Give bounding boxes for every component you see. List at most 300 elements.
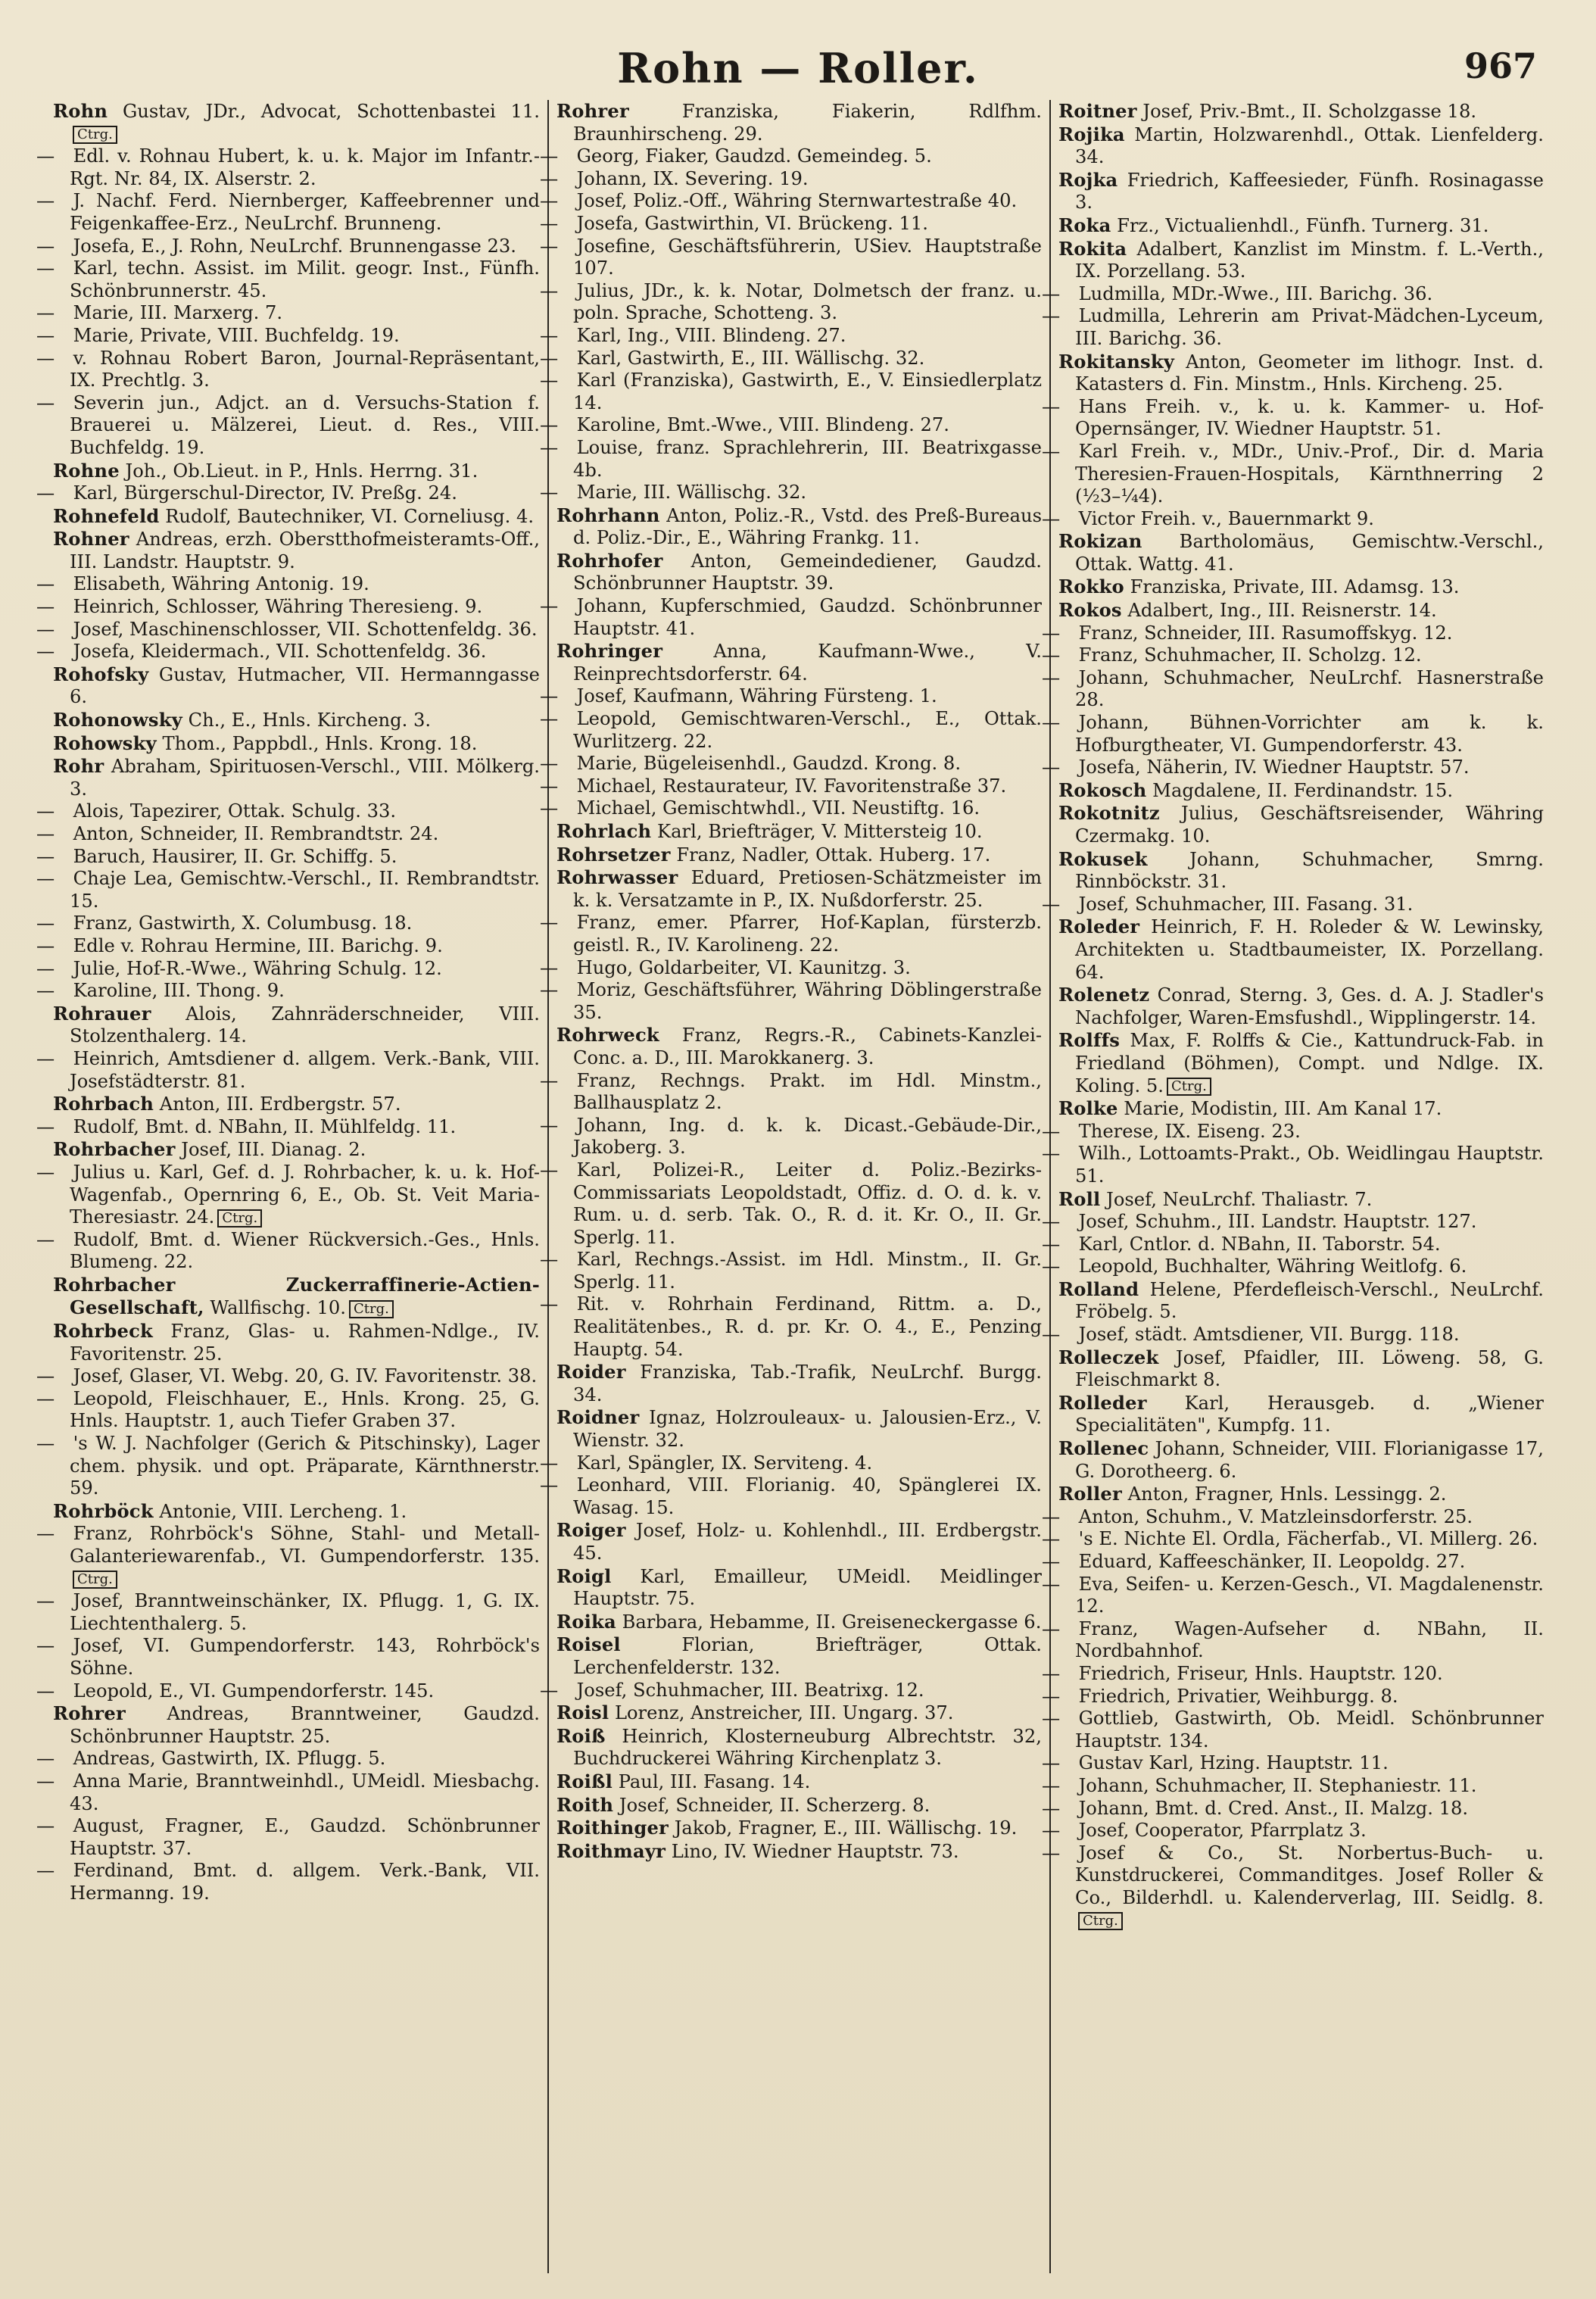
directory-entry: [36, 1590, 540, 1635]
surname: Roika: [556, 1610, 616, 1633]
ditto-dash: —: [1042, 1256, 1061, 1277]
registered-firm-badge: Ctrg.: [73, 126, 117, 144]
directory-entry: [1058, 351, 1544, 396]
directory-entry: [53, 1500, 540, 1524]
ditto-dash: —: [36, 800, 55, 822]
directory-entry: [556, 1633, 1042, 1679]
directory-entry: [53, 709, 540, 732]
entry-text: Karl, Gastwirth, E., III. Wällischg. 32.: [576, 347, 925, 369]
directory-entry: [36, 145, 540, 190]
entry-text: Thom., Pappbdl., Hnls. Krong. 18.: [162, 732, 478, 754]
directory-entry: [1042, 1820, 1544, 1842]
directory-entry: [36, 235, 540, 258]
directory-entry: [1042, 1256, 1544, 1278]
entry-text: Anton, Poliz.-R., Vstd. des Preß-Bureaus d. Poliz.-Dir., E., Währing Frankg. 11.: [573, 504, 1042, 549]
entry-text: Julius u. Karl, Gef. d. J. Rohrbacher, k. u. k. Hof-Wagenfab., Opernring 6, E., Ob. St. Veit Maria-Theresiastr. 24.: [70, 1161, 540, 1228]
ditto-dash: —: [540, 279, 559, 301]
ditto-dash: —: [36, 823, 55, 844]
registered-firm-badge: Ctrg.: [349, 1300, 394, 1318]
surname: Rohringer: [556, 640, 663, 663]
entry-text: Julius, JDr., k. k. Notar, Dolmetsch der franz. u. poln. Sprache, Schotteng. 3.: [573, 279, 1042, 324]
directory-entry: [1042, 712, 1544, 756]
entry-text: Martin, Holzwarenhdl., Ottak. Lienfelderg. 34.: [1075, 123, 1544, 168]
surname: Rokita: [1058, 237, 1127, 260]
directory-entry: [556, 1794, 1042, 1817]
ditto-dash: —: [1042, 622, 1061, 644]
surname: Rolke: [1058, 1097, 1118, 1120]
ditto-dash: —: [540, 1679, 559, 1701]
surname: Roisel: [556, 1633, 621, 1656]
directory-entry: [1042, 1505, 1544, 1529]
directory-entry: [540, 1679, 1042, 1702]
directory-entry: [1058, 530, 1544, 576]
ditto-dash: —: [1042, 644, 1061, 666]
directory-entry: [1058, 802, 1544, 847]
directory-entry: [540, 956, 1042, 980]
entry-text: Josef, Branntweinschänker, IX. Pflugg. 1, G. IX. Liechtenthalerg. 5.: [70, 1590, 540, 1634]
surname: Rohnefeld: [53, 504, 160, 527]
directory-entry: [36, 912, 540, 935]
entry-text: Karl, Ing., VIII. Blindeng. 27.: [576, 324, 846, 346]
entry-text: Karl, techn. Assist. im Milit. geogr. Inst., Fünfh. Schönbrunnerstr. 45.: [70, 257, 540, 301]
entry-text: Josefa, Näherin, IV. Wiedner Hauptstr. 57.: [1078, 756, 1470, 778]
directory-entry: [53, 732, 540, 756]
directory-entry: [53, 1702, 540, 1748]
ditto-dash: —: [1042, 1233, 1061, 1255]
entry-text: Rudolf, Bmt. d. Wiener Rückversich.-Ges., Hnls. Blumeng. 22.: [70, 1228, 540, 1273]
entry-text: Josef, Schneider, II. Scherzerg. 8.: [619, 1794, 930, 1816]
entry-text: Andreas, erzh. Oberstthofmeisteramts-Off., III. Landstr. Hauptstr. 9.: [70, 529, 540, 572]
ditto-dash: —: [540, 1249, 559, 1271]
ditto-dash: —: [36, 391, 55, 413]
entry-text: Bartholomäus, Gemischtw.-Verschl., Ottak. Wattg. 41.: [1075, 531, 1544, 575]
ditto-dash: —: [36, 190, 55, 212]
directory-entry: [1058, 238, 1544, 283]
directory-entry: [1058, 576, 1544, 599]
surname: Rohrhofer: [556, 549, 663, 572]
entry-text: Josef, Maschinenschlosser, VII. Schottenfeldg. 36.: [73, 618, 538, 640]
surname: Roisl: [556, 1702, 609, 1724]
directory-entry: [556, 1565, 1042, 1611]
ditto-dash: —: [540, 912, 559, 934]
directory-entry: [53, 1093, 540, 1116]
directory-entry: [556, 1406, 1042, 1452]
directory-entry: [1042, 282, 1544, 306]
directory-entry: [556, 1725, 1042, 1770]
entry-text: Marie, Private, VIII. Buchfeldg. 19.: [73, 324, 400, 346]
directory-entry: [1058, 1437, 1544, 1483]
entry-text: Moriz, Geschäftsführer, Währing Döblingerstraße 35.: [573, 979, 1042, 1023]
entry-text: Franziska, Private, III. Adamsg. 13.: [1130, 576, 1460, 598]
entry-text: Karl, Rechngs.-Assist. im Hdl. Minstm., II. Gr. Sperlg. 11.: [573, 1249, 1042, 1293]
directory-entry: [1058, 1097, 1544, 1121]
directory-entry: [540, 347, 1042, 370]
entry-text: Franziska, Tab.-Trafik, NeuLrchf. Burgg. 34.: [573, 1362, 1042, 1405]
ditto-dash: —: [1042, 666, 1061, 688]
entry-text: Frz., Victualienhdl., Fünfh. Turnerg. 31.: [1117, 214, 1489, 236]
directory-entry: [1042, 1752, 1544, 1775]
surname: Rollenec: [1058, 1437, 1149, 1460]
entry-text: Wallfischg. 10.: [210, 1297, 346, 1319]
directory-entry: [540, 775, 1042, 798]
entry-text: Marie, III. Wällischg. 32.: [576, 482, 807, 504]
ditto-dash: —: [36, 1770, 55, 1792]
entry-text: Josef, III. Dianag. 2.: [181, 1139, 366, 1161]
ditto-dash: —: [540, 708, 559, 730]
entry-text: Karl, Polizei-R., Leiter d. Poliz.-Bezirks-Commissariats Leopoldstadt, Offiz. d. O. d. k. v. Rum. u. d. serb. Tak. O., R. d. it. Kr. O., II. Gr. Sperlg. 11.: [573, 1159, 1042, 1248]
directory-entry: [1042, 1324, 1544, 1346]
directory-entry: [540, 1249, 1042, 1293]
surname: Rohrer: [556, 100, 629, 122]
surname: Rohonowsky: [53, 709, 182, 732]
ditto-dash: —: [1042, 1528, 1061, 1550]
directory-entry: [36, 347, 540, 392]
directory-entry: [53, 663, 540, 709]
directory-entry: [36, 573, 540, 596]
surname: Rolleczek: [1058, 1346, 1159, 1368]
ditto-dash: —: [36, 1387, 55, 1409]
entry-text: Johann, Schneider, VIII. Florianigasse 17, G. Dorotheerg. 6.: [1075, 1438, 1544, 1482]
entry-text: Franz, Nadler, Ottak. Huberg. 17.: [676, 844, 991, 866]
entry-text: Josef, Glaser, VI. Webg. 20, G. IV. Favoritenstr. 38.: [73, 1365, 538, 1387]
directory-entry: [53, 1003, 540, 1048]
directory-entry: [1042, 666, 1544, 712]
entry-text: Karl, Bürgerschul-Director, IV. Preßg. 24.: [73, 482, 457, 504]
entry-text: Barbara, Hebamme, II. Greiseneckergasse 6.: [622, 1611, 1042, 1633]
entry-text: 's E. Nichte El. Ordla, Fächerfab., VI. Millerg. 26.: [1078, 1528, 1538, 1550]
directory-entry: [36, 1115, 540, 1139]
directory-entry: [556, 1519, 1042, 1564]
entry-text: Andreas, Branntweiner, Gaudzd. Schönbrunner Hauptstr. 25.: [70, 1703, 540, 1747]
entry-text: Franz, Glas- u. Rahmen-Ndlge., IV. Favoritenstr. 25.: [70, 1321, 540, 1365]
entry-text: Karoline, III. Thong. 9.: [73, 980, 285, 1002]
ditto-dash: —: [36, 1680, 55, 1702]
surname: Rohofsky: [53, 663, 149, 685]
directory-entry: [540, 1069, 1042, 1115]
directory-entry: [36, 1770, 540, 1815]
surname: Roller: [1058, 1483, 1122, 1505]
ditto-dash: —: [36, 347, 55, 369]
entry-text: Josef & Co., St. Norbertus-Buch- u. Kunstdruckerei, Commanditges. Josef Roller & Co., Bilderhdl. u. Kalenderverlag, III. Seidlg. 8.: [1075, 1842, 1544, 1908]
ditto-dash: —: [540, 190, 559, 212]
directory-entry: [556, 504, 1042, 550]
ditto-dash: —: [1042, 1708, 1061, 1730]
entry-text: Johann, IX. Severing. 19.: [576, 167, 809, 189]
directory-entry: [53, 100, 540, 145]
directory-entry: [540, 324, 1042, 348]
entry-text: Josef, städt. Amtsdiener, VII. Burgg. 118.: [1078, 1324, 1460, 1346]
ditto-dash: —: [36, 845, 55, 867]
directory-entry: [556, 640, 1042, 685]
directory-entry: [540, 190, 1042, 213]
entry-text: Josef, VI. Gumpendorferstr. 143, Rohrböck's Söhne.: [70, 1635, 540, 1679]
directory-entry: [1042, 622, 1544, 645]
directory-entry: [36, 823, 540, 846]
ditto-dash: —: [36, 641, 55, 663]
ditto-dash: —: [36, 1115, 55, 1137]
ditto-dash: —: [540, 956, 559, 978]
directory-entry: [540, 1159, 1042, 1249]
directory-entry: [36, 1365, 540, 1388]
ditto-dash: —: [36, 145, 55, 167]
directory-entry: [53, 1138, 540, 1162]
entry-text: Friedrich, Privatier, Weihburgg. 8.: [1078, 1685, 1398, 1707]
entry-text: Josef, Poliz.-Off., Währing Sternwartestraße 40.: [576, 190, 1018, 212]
ditto-dash: —: [1042, 1662, 1061, 1684]
directory-entry: [1042, 395, 1544, 441]
entry-text: Jakob, Fragner, E., III. Wällischg. 19.: [674, 1817, 1018, 1839]
ditto-dash: —: [36, 1748, 55, 1770]
directory-entry: [1042, 1842, 1544, 1932]
entry-text: Anton, Geometer im lithogr. Inst. d. Katasters d. Fin. Minstm., Hnls. Kircheng. 25.: [1075, 351, 1544, 395]
directory-entry: [1042, 756, 1544, 779]
directory-entry: [36, 800, 540, 823]
entry-text: Gustav, JDr., Advocat, Schottenbastei 11.: [122, 101, 540, 122]
directory-entry: [1042, 440, 1544, 508]
entry-text: Karl, Herausgeb. d. „Wiener Specialitäten", Kumpfg. 11.: [1075, 1392, 1544, 1436]
surname: Rolleder: [1058, 1391, 1147, 1414]
ditto-dash: —: [36, 1635, 55, 1657]
surname: Rohrbacher Zuckerraffinerie-Actien-Gesellschaft,: [53, 1273, 540, 1319]
surname: Roka: [1058, 214, 1111, 236]
directory-entry: [556, 1024, 1042, 1069]
entry-text: Magdalene, II. Ferdinandstr. 15.: [1152, 779, 1454, 801]
directory-entry: [540, 685, 1042, 708]
surname: Rohowsky: [53, 732, 157, 754]
surname: Roith: [556, 1793, 614, 1816]
entry-text: Paul, III. Fasang. 14.: [618, 1770, 811, 1792]
entry-text: Karoline, Bmt.-Wwe., VIII. Blindeng. 27.: [576, 414, 949, 436]
directory-entry: [53, 505, 540, 529]
entry-text: Heinrich, Klosterneuburg Albrechtstr. 32, Buchdruckerei Währing Kirchenplatz 3.: [573, 1725, 1042, 1770]
directory-entry: [36, 596, 540, 619]
entry-text: Franz, Schuhmacher, II. Scholzg. 12.: [1078, 644, 1422, 666]
column-1: [36, 100, 547, 2273]
ditto-dash: —: [540, 1069, 559, 1091]
entry-text: Julie, Hof-R.-Wwe., Währing Schulg. 12.: [73, 957, 442, 979]
running-title: Rohn — Roller.: [617, 44, 979, 92]
ditto-dash: —: [1042, 1752, 1061, 1774]
directory-entry: [540, 414, 1042, 437]
ditto-dash: —: [1042, 1685, 1061, 1707]
entry-text: Ch., E., Hnls. Kircheng. 3.: [188, 710, 432, 732]
directory-entry: [1042, 644, 1544, 667]
entry-text: Florian, Briefträger, Ottak. Lerchenfelderstr. 132.: [573, 1634, 1042, 1678]
directory-entry: [540, 797, 1042, 820]
entry-text: Elisabeth, Währing Antonig. 19.: [73, 573, 369, 595]
directory-entry: [53, 755, 540, 800]
ditto-dash: —: [36, 912, 55, 934]
surname: Rohner: [53, 528, 129, 551]
ditto-dash: —: [1042, 1505, 1061, 1527]
entry-text: Edl. v. Rohnau Hubert, k. u. k. Major im Infantr.-Rgt. Nr. 84, IX. Alserstr. 2.: [70, 145, 540, 189]
surname: Roiger: [556, 1519, 626, 1542]
ditto-dash: —: [1042, 440, 1061, 462]
ditto-dash: —: [1042, 893, 1061, 915]
entry-text: Franz, Schneider, III. Rasumoffskyg. 12.: [1078, 622, 1453, 644]
registered-firm-badge: Ctrg.: [1078, 1912, 1123, 1930]
entry-text: August, Fragner, E., Gaudzd. Schönbrunner Hauptstr. 37.: [70, 1815, 540, 1859]
directory-entry: [36, 641, 540, 663]
entry-text: Julius, Geschäftsreisender, Währing Czermakg. 10.: [1075, 803, 1544, 847]
directory-entry: [1042, 1528, 1544, 1551]
entry-text: Anton, Fragner, Hnls. Lessingg. 2.: [1127, 1483, 1447, 1505]
entry-text: Josef, Pfaidler, III. Löweng. 58, G. Fleischmarkt 8.: [1075, 1346, 1544, 1391]
entry-text: Michael, Gemischtwhdl., VII. Neustiftg. 16.: [576, 797, 980, 819]
directory-entry: [556, 866, 1042, 912]
surname: Rohne: [53, 459, 120, 482]
entry-text: Rudolf, Bautechniker, VI. Corneliusg. 4.: [165, 505, 535, 527]
entry-text: Antonie, VIII. Lercheng. 1.: [159, 1500, 407, 1522]
ditto-dash: —: [1042, 395, 1061, 417]
ditto-dash: —: [540, 979, 559, 1001]
ditto-dash: —: [1042, 1842, 1061, 1864]
entry-text: Joh., Ob.Lieut. in P., Hnls. Herrng. 31.: [125, 460, 478, 482]
directory-entry: [36, 302, 540, 325]
directory-entry: [1042, 1662, 1544, 1686]
directory-entry: [1042, 507, 1544, 531]
directory-entry: [556, 844, 1042, 867]
entry-text: Josefa, Kleidermach., VII. Schottenfeldg. 36.: [73, 641, 487, 663]
directory-entry: [36, 1748, 540, 1770]
directory-entry: [36, 1433, 540, 1500]
ditto-dash: —: [36, 618, 55, 640]
directory-entry: [36, 482, 540, 505]
registered-firm-badge: Ctrg.: [1167, 1078, 1211, 1096]
directory-entry: [556, 1702, 1042, 1725]
entry-text: Heinrich, Schlosser, Währing Theresieng. 9.: [73, 596, 483, 618]
ditto-dash: —: [540, 324, 559, 346]
surname: Rokusek: [1058, 847, 1148, 870]
ditto-dash: —: [540, 753, 559, 775]
ditto-dash: —: [36, 1047, 55, 1069]
surname: Rolland: [1058, 1277, 1139, 1300]
surname: Rohrer: [53, 1702, 126, 1725]
surname: Rolffs: [1058, 1029, 1121, 1052]
ditto-dash: —: [540, 1114, 559, 1136]
entry-text: Gustav, Hutmacher, VII. Hermanngasse 6.: [70, 663, 540, 708]
entry-text: Heinrich, F. H. Roleder & W. Lewinsky, Architekten u. Stadtbaumeister, IX. Porzellang. 64.: [1075, 916, 1544, 983]
entry-text: Georg, Fiaker, Gaudzd. Gemeindeg. 5.: [576, 145, 932, 167]
ditto-dash: —: [36, 980, 55, 1002]
ditto-dash: —: [540, 482, 559, 504]
entry-text: Lorenz, Anstreicher, III. Ungarg. 37.: [614, 1702, 954, 1724]
directory-entry: [53, 460, 540, 483]
ditto-dash: —: [36, 1365, 55, 1387]
directory-entry: [540, 912, 1042, 956]
entry-text: Severin jun., Adjct. an d. Versuchs-Station f. Brauerei u. Mälzerei, Lieut. d. Res., VIII. Buchfeldg. 19.: [70, 391, 540, 458]
ditto-dash: —: [1042, 1774, 1061, 1796]
surname: Rohrwasser: [556, 866, 678, 889]
directory-entry: [540, 753, 1042, 775]
ditto-dash: —: [540, 1452, 559, 1474]
entry-text: Lino, IV. Wiedner Hauptstr. 73.: [671, 1840, 959, 1862]
entry-text: Josef, Schuhm., III. Landstr. Hauptstr. 127.: [1078, 1211, 1477, 1233]
entry-text: Chaje Lea, Gemischtw.-Verschl., II. Rembrandtstr. 15.: [70, 868, 540, 912]
directory-entry: [540, 212, 1042, 236]
ditto-dash: —: [36, 1860, 55, 1882]
entry-text: Eva, Seifen- u. Kerzen-Gesch., VI. Magdalenenstr. 12.: [1075, 1573, 1544, 1617]
directory-entry: [1058, 848, 1544, 894]
page-number: 967: [1464, 45, 1537, 86]
directory-entry: [36, 957, 540, 981]
entry-text: Karl, Emailleur, UMeidl. Meidlinger Hauptstr. 75.: [573, 1565, 1042, 1610]
ditto-dash: —: [540, 1474, 559, 1496]
directory-entry: [1058, 1188, 1544, 1212]
directory-entry: [540, 279, 1042, 325]
entry-text: Marie, Bügeleisenhdl., Gaudzd. Krong. 8.: [576, 753, 962, 775]
directory-entry: [540, 595, 1042, 640]
surname: Roithinger: [556, 1817, 669, 1839]
entry-text: Marie, III. Marxerg. 7.: [73, 302, 283, 324]
directory-entry: [1042, 1573, 1544, 1618]
directory-entry: [1058, 984, 1544, 1029]
ditto-dash: —: [36, 302, 55, 324]
entry-text: Johann, Kupferschmied, Gaudzd. Schönbrunner Hauptstr. 41.: [573, 595, 1042, 639]
entry-text: Alois, Zahnräderschneider, VIII. Stolzenthalerg. 14.: [70, 1003, 540, 1047]
entry-text: Johann, Bmt. d. Cred. Anst., II. Malzg. 18.: [1078, 1797, 1469, 1819]
entry-text: Friedrich, Kaffeesieder, Fünfh. Rosinagasse 3.: [1075, 169, 1544, 214]
ditto-dash: —: [540, 797, 559, 819]
directory-entry: [36, 845, 540, 869]
directory-entry: [540, 1452, 1042, 1475]
entry-text: Gustav Karl, Hzing. Hauptstr. 11.: [1078, 1752, 1389, 1774]
entry-text: Hugo, Goldarbeiter, VI. Kaunitzg. 3.: [576, 956, 911, 978]
entry-text: Anna Marie, Branntweinhdl., UMeidl. Miesbachg. 43.: [70, 1770, 540, 1814]
entry-text: Eduard, Kaffeeschänker, II. Leopoldg. 27.: [1078, 1551, 1466, 1572]
surname: Roißl: [556, 1770, 613, 1792]
surname: Rohrsetzer: [556, 843, 671, 866]
entry-text: Helene, Pferdefleisch-Verschl., NeuLrchf. Fröbelg. 5.: [1075, 1278, 1544, 1323]
directory-entry: [1058, 599, 1544, 622]
surname: Rohrbach: [53, 1093, 154, 1115]
ditto-dash: —: [1042, 1573, 1061, 1595]
directory-entry: [36, 980, 540, 1003]
entry-text: Josefa, Gastwirthin, VI. Brückeng. 11.: [576, 212, 928, 234]
directory-entry: [36, 868, 540, 912]
entry-text: Anton, Schuhm., V. Matzleinsdorferstr. 25.: [1078, 1505, 1473, 1527]
directory-entry: [53, 1274, 540, 1320]
entry-text: Franz, Gastwirth, X. Columbusg. 18.: [73, 912, 413, 934]
entry-text: Anna, Kaufmann-Wwe., V. Reinprechtsdorferstr. 64.: [573, 641, 1042, 685]
ditto-dash: —: [36, 934, 55, 956]
surname: Rokos: [1058, 599, 1122, 622]
entry-text: Franz, Wagen-Aufseher d. NBahn, II. Nordbahnhof.: [1075, 1617, 1544, 1662]
surname: Rohr: [53, 755, 104, 778]
directory-entry: [1042, 1685, 1544, 1708]
surname: Rohrbeck: [53, 1320, 153, 1343]
ditto-dash: —: [1042, 1143, 1061, 1165]
entry-text: Karl, Cntlor. d. NBahn, II. Taborstr. 54.: [1078, 1233, 1441, 1255]
directory-entry: [540, 708, 1042, 753]
ditto-dash: —: [540, 595, 559, 617]
surname: Roiß: [556, 1724, 606, 1747]
directory-entry: [1042, 305, 1544, 350]
column-2: [540, 100, 1049, 2273]
entry-text: Johann, Schuhmacher, NeuLrchf. Hasnerstraße 28.: [1075, 666, 1544, 711]
directory-entry: [540, 167, 1042, 191]
entry-text: Josef, Holz- u. Kohlenhdl., III. Erdbergstr. 45.: [573, 1520, 1042, 1564]
ditto-dash: —: [1042, 1820, 1061, 1842]
entry-text: Adalbert, Ing., III. Reisnerstr. 14.: [1127, 600, 1437, 622]
ditto-dash: —: [540, 145, 559, 167]
directory-entry: [1042, 1120, 1544, 1143]
ditto-dash: —: [540, 370, 559, 391]
entry-text: Leopold, Gemischtwaren-Verschl., E., Ottak. Wurlitzerg. 22.: [573, 708, 1042, 752]
entry-text: Andreas, Gastwirth, IX. Pflugg. 5.: [73, 1748, 386, 1770]
ditto-dash: —: [540, 775, 559, 797]
entry-text: Rit. v. Rohrhain Ferdinand, Rittm. a. D., Realitätenbes., R. d. pr. Kr. O. 4., E., Penzing Hauptg. 54.: [573, 1293, 1042, 1360]
